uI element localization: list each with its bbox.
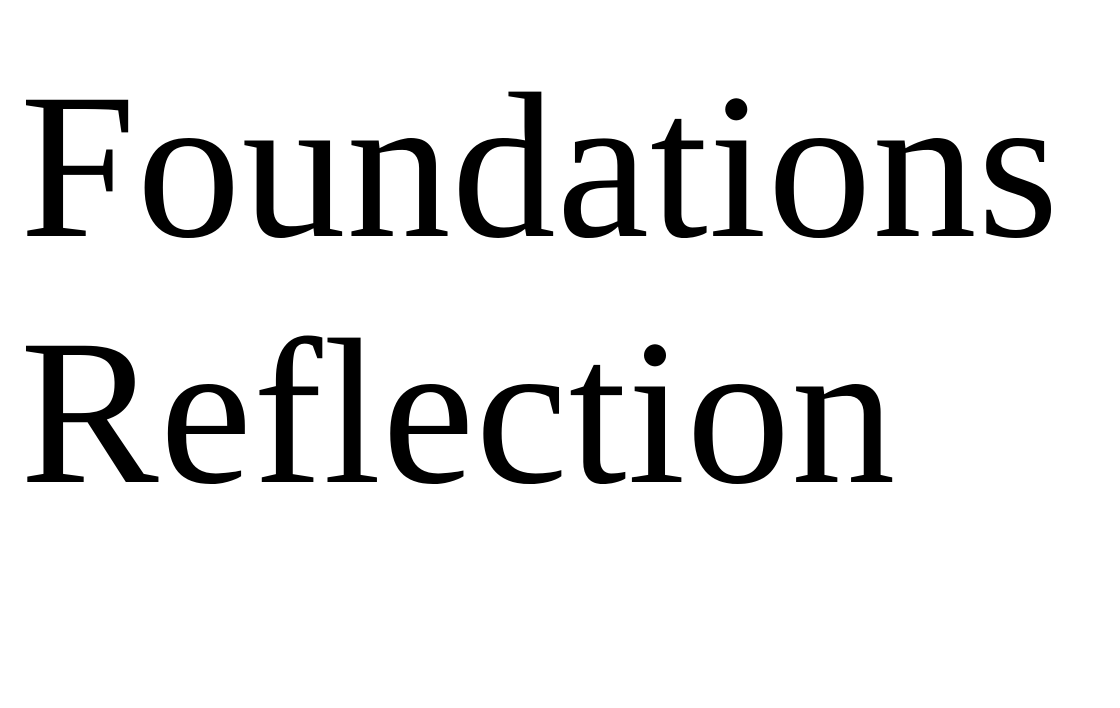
title-line-foundations: Foundations [20,51,1060,281]
title-line-reflection: Reflection [20,297,897,527]
